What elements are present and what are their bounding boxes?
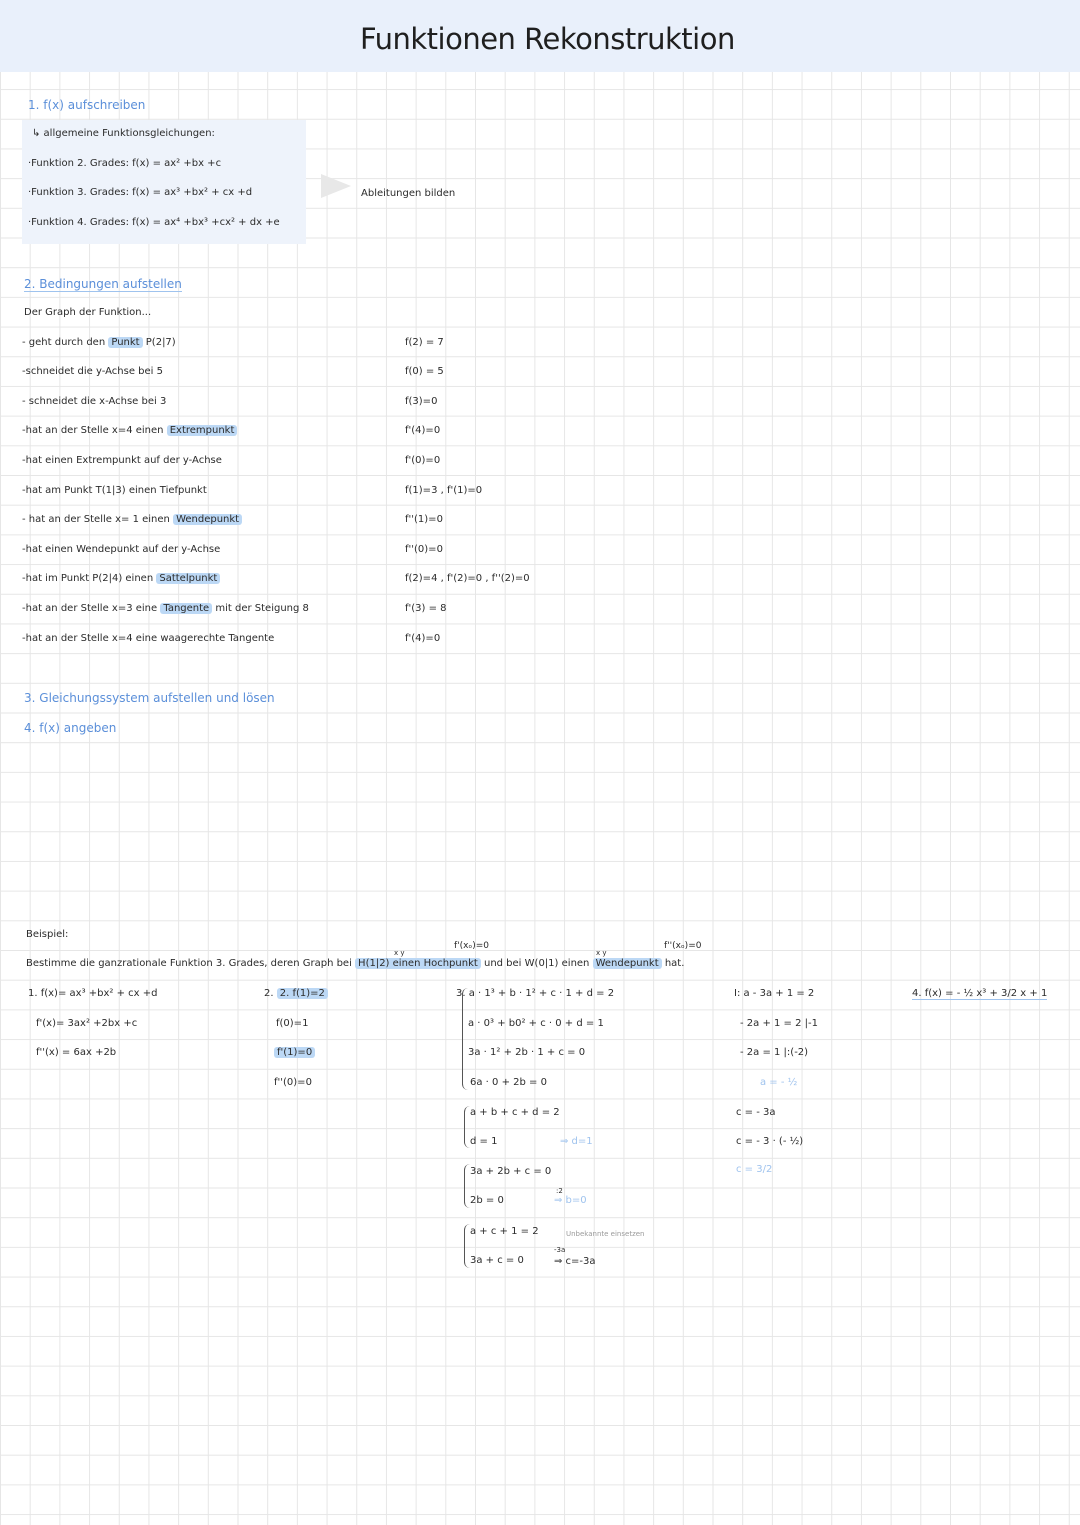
condition-math: f'(4)=0 bbox=[405, 633, 441, 644]
condition-math: f'(3) = 8 bbox=[405, 603, 447, 614]
eq-5: a + b + c + d = 2 bbox=[470, 1107, 560, 1118]
formula-grade-4: ·Funktion 4. Grades: f(x) = ax⁴ +bx³ +cx² + dx +e bbox=[28, 217, 280, 228]
step2-heading: 2. Bedingungen aufstellen bbox=[24, 277, 182, 291]
condition-math: f(2) = 7 bbox=[405, 337, 444, 348]
condition-math: f''(0)=0 bbox=[405, 544, 443, 555]
condition-math: f(3)=0 bbox=[405, 396, 438, 407]
solve-1: I: a - 3a + 1 = 2 bbox=[734, 988, 815, 999]
eq-1: 3. a · 1³ + b · 1² + c · 1 + d = 2 bbox=[456, 988, 615, 999]
note-substitute: Unbekannte einsetzen bbox=[566, 1230, 645, 1238]
condition-highlight: Extrempunkt bbox=[167, 425, 238, 436]
example-note-first-derivative: f'(xₒ)=0 bbox=[454, 941, 489, 951]
eq-7: 3a + 2b + c = 0 bbox=[470, 1166, 552, 1177]
condition-text: - geht durch den Punkt P(2|7) bbox=[22, 337, 176, 348]
note-divide: :2 bbox=[556, 1187, 563, 1195]
task-point-w: W(0|1) bbox=[524, 958, 559, 969]
brace-system-1 bbox=[462, 988, 469, 1090]
derivatives-note: Ableitungen bilden bbox=[361, 188, 456, 199]
condition-highlight: Wendepunkt bbox=[173, 514, 242, 525]
formula-grade-2: ·Funktion 2. Grades: f(x) = ax² +bx +c bbox=[28, 158, 222, 169]
condition-text: -hat im Punkt P(2|4) einen Sattelpunkt bbox=[22, 573, 220, 584]
note-d-result: ⇒ d=1 bbox=[560, 1136, 593, 1147]
task-text-end: hat. bbox=[664, 958, 685, 969]
example-note-second-derivative: f''(xₒ)=0 bbox=[664, 941, 702, 951]
eq-9: a + c + 1 = 2 bbox=[470, 1226, 539, 1237]
step3-heading: 3. Gleichungssystem aufstellen und lösen bbox=[24, 691, 275, 705]
solve-c: c = 3/2 bbox=[736, 1164, 773, 1175]
note-c-result: ⇒ c=-3a bbox=[554, 1256, 596, 1267]
step4-heading: 4. f(x) angeben bbox=[24, 721, 117, 735]
solve-3: - 2a = 1 |:(-2) bbox=[740, 1047, 809, 1058]
condition-text: -hat am Punkt T(1|3) einen Tiefpunkt bbox=[22, 485, 207, 496]
condition-text: - schneidet die x-Achse bei 3 bbox=[22, 396, 167, 407]
condition-math: f(2)=4 , f'(2)=0 , f''(2)=0 bbox=[405, 573, 530, 584]
condition-math: f''(1)=0 bbox=[405, 514, 443, 525]
eq-3: 3a · 1² + 2b · 1 + c = 0 bbox=[468, 1047, 586, 1058]
solve-a: a = - ½ bbox=[760, 1077, 798, 1088]
eq-8: 2b = 0 bbox=[470, 1195, 504, 1206]
cond-f0-second: f''(0)=0 bbox=[274, 1077, 312, 1088]
solve-2: - 2a + 1 = 2 |-1 bbox=[740, 1018, 818, 1029]
eq-6: d = 1 bbox=[470, 1136, 498, 1147]
task-text-einen: einen bbox=[561, 958, 590, 969]
solve-4: c = - 3a bbox=[736, 1107, 776, 1118]
condition-highlight: Tangente bbox=[160, 603, 212, 614]
condition-math: f'(0)=0 bbox=[405, 455, 441, 466]
example-task bbox=[26, 958, 684, 969]
eq-2: a · 0³ + b0² + c · 0 + d = 1 bbox=[468, 1018, 604, 1029]
condition-text: -hat an der Stelle x=3 eine Tangente mit der Steigung 8 bbox=[22, 603, 309, 614]
arrow-right-icon bbox=[321, 174, 351, 198]
condition-text: -hat an der Stelle x=4 eine waagerechte Tangente bbox=[22, 633, 275, 644]
cond-f0: f(0)=1 bbox=[276, 1018, 309, 1029]
condition-text: -schneidet die y-Achse bei 5 bbox=[22, 366, 163, 377]
cond-f1-prime: f'(1)=0 bbox=[274, 1047, 315, 1058]
condition-math: f'(4)=0 bbox=[405, 425, 441, 436]
condition-text: -hat an der Stelle x=4 einen Extrempunkt bbox=[22, 425, 237, 436]
eq-10: 3a + c = 0 bbox=[470, 1255, 524, 1266]
example-result: 4. f(x) = - ½ x³ + 3/2 x + 1 bbox=[912, 988, 1048, 999]
task-text-start: Bestimme die ganzrationale Funktion 3. Grades, deren Graph bei bbox=[26, 958, 352, 969]
cond-f1: 2. 2. f(1)=2 bbox=[264, 988, 328, 999]
condition-text: -hat einen Wendepunkt auf der y-Achse bbox=[22, 544, 221, 555]
task-text-mid: und bei bbox=[483, 958, 522, 969]
condition-math: f(0) = 5 bbox=[405, 366, 444, 377]
example-note-xy-w: x y bbox=[596, 949, 607, 957]
condition-text: -hat einen Extrempunkt auf der y-Achse bbox=[22, 455, 222, 466]
solve-5: c = - 3 · (- ½) bbox=[736, 1136, 804, 1147]
example-f2x: f''(x) = 6ax +2b bbox=[36, 1047, 117, 1058]
task-highlight-hochpunkt: H(1|2) einen Hochpunkt bbox=[355, 958, 481, 969]
step2-intro: Der Graph der Funktion... bbox=[24, 307, 152, 318]
example-label: Beispiel: bbox=[26, 929, 69, 940]
example-fx: 1. f(x)= ax³ +bx² + cx +d bbox=[28, 988, 158, 999]
step1-heading: 1. f(x) aufschreiben bbox=[28, 98, 146, 112]
step1-subheading: ↳ allgemeine Funktionsgleichungen: bbox=[32, 128, 215, 139]
condition-highlight: Sattelpunkt bbox=[156, 573, 220, 584]
note-b-result: ⇒ b=0 bbox=[554, 1195, 587, 1206]
task-highlight-wendepunkt: Wendepunkt bbox=[593, 958, 662, 969]
condition-highlight: Punkt bbox=[108, 337, 142, 348]
note-minus-3a: -3a bbox=[554, 1246, 566, 1254]
page-title: Funktionen Rekonstruktion bbox=[360, 22, 735, 56]
eq-4: 6a · 0 + 2b = 0 bbox=[470, 1077, 547, 1088]
formula-grade-3: ·Funktion 3. Grades: f(x) = ax³ +bx² + cx +d bbox=[28, 187, 253, 198]
condition-math: f(1)=3 , f'(1)=0 bbox=[405, 485, 483, 496]
example-note-xy-h: x y bbox=[394, 949, 405, 957]
example-f1x: f'(x)= 3ax² +2bx +c bbox=[36, 1018, 138, 1029]
condition-text: - hat an der Stelle x= 1 einen Wendepunkt bbox=[22, 514, 242, 525]
